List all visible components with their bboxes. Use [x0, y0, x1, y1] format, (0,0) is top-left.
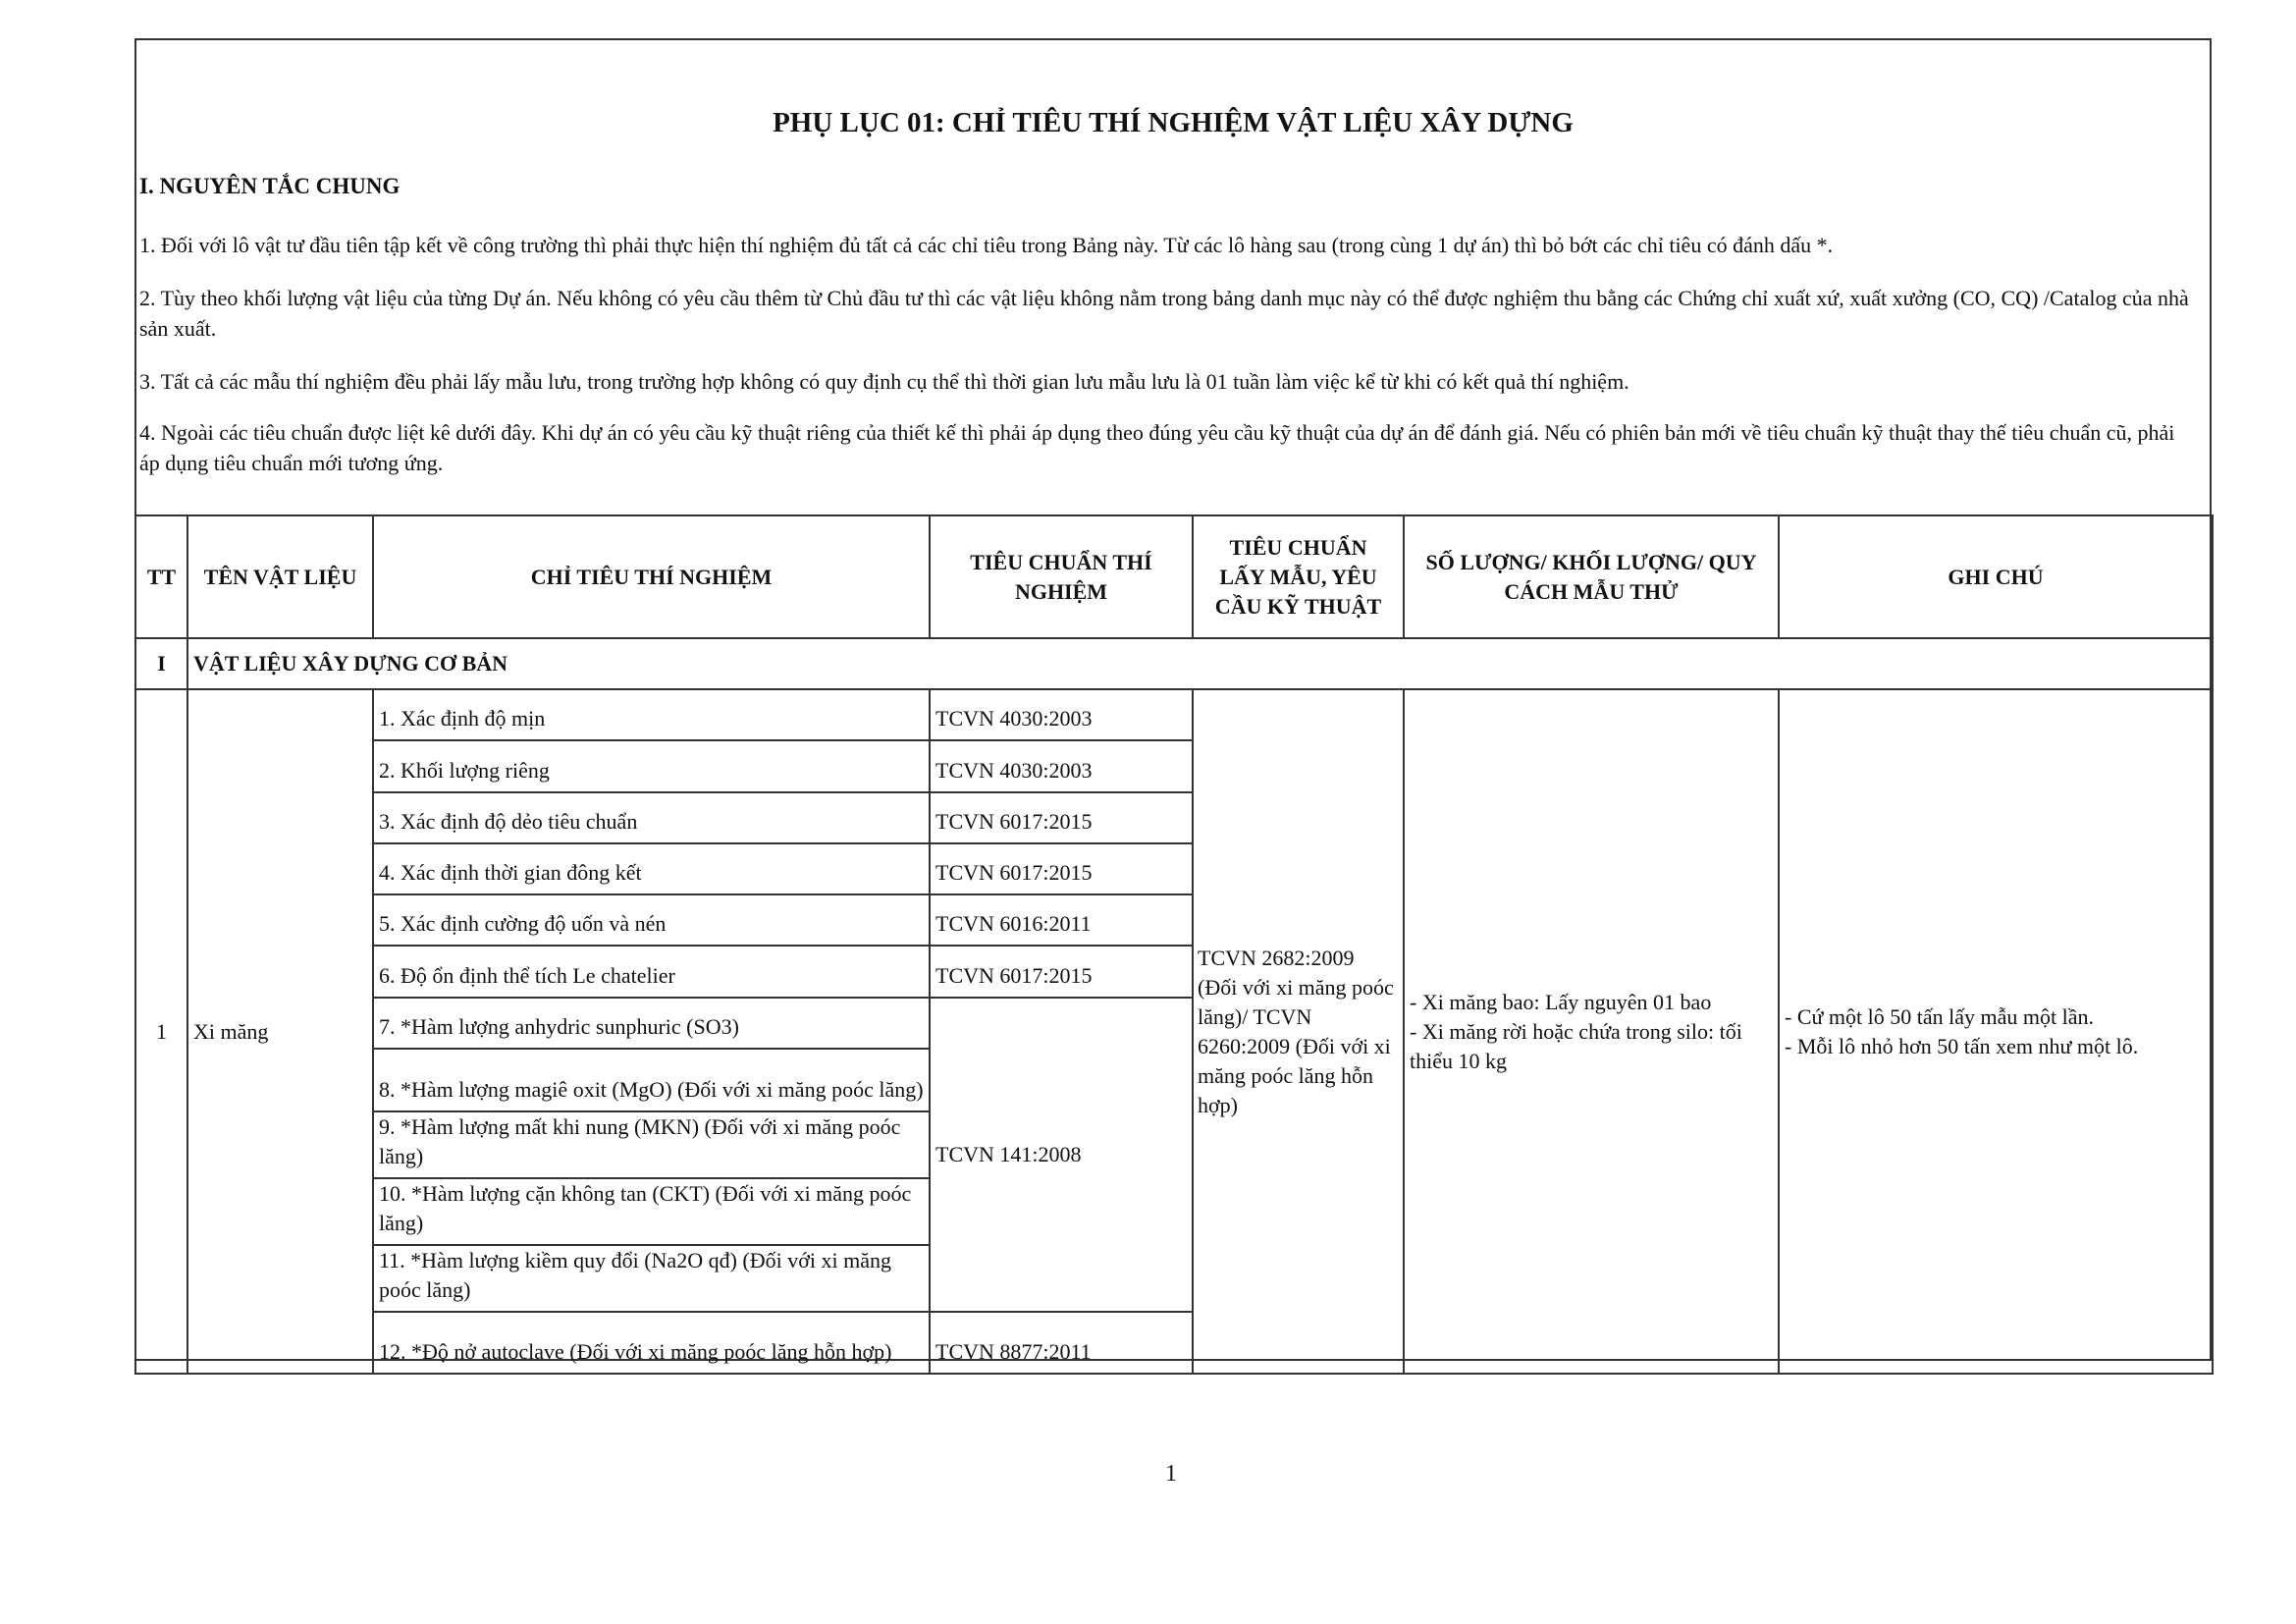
quantity-line: - Xi măng bao: Lấy nguyên 01 bao	[1410, 989, 1712, 1014]
criteria-cell: 6. Độ ổn định thể tích Le chatelier	[373, 946, 930, 998]
criteria-cell: 5. Xác định cường độ uốn và nén	[373, 894, 930, 946]
test-standard-cell: TCVN 6017:2015	[930, 843, 1193, 894]
quantity-line: - Xi măng rời hoặc chứa trong silo: tối thiểu 10 kg	[1410, 1018, 1742, 1073]
section-row	[135, 638, 2213, 689]
test-standard-cell: TCVN 8877:2011	[930, 1312, 1193, 1374]
sampling-standard-cell: TCVN 2682:2009 (Đối với xi măng poóc lăng)/ TCVN 6260:2009 (Đối với xi măng poóc lăng hỗn hợp)	[1193, 689, 1404, 1374]
test-standard-cell: TCVN 6016:2011	[930, 894, 1193, 946]
material-name: Xi măng	[187, 689, 373, 1374]
principle-3: 3. Tất cả các mẫu thí nghiệm đều phải lấy mẫu lưu, trong trường hợp không có quy định cụ thể thì thời gian lưu mẫu lưu là 01 tuần làm việc kể từ khi có kết quả thí nghiệm.	[139, 369, 1629, 394]
note-line: - Cứ một lô 50 tấn lấy mẫu một lần.	[1785, 1003, 2094, 1029]
materials-test-table	[134, 514, 2214, 1375]
note-line: - Mỗi lô nhỏ hơn 50 tấn xem như một lô.	[1785, 1033, 2139, 1058]
criteria-cell: 11. *Hàm lượng kiềm quy đổi (Na2O qđ) (Đối với xi măng poóc lăng)	[373, 1245, 930, 1312]
criteria-cell: 1. Xác định độ mịn	[373, 689, 930, 740]
criteria-cell: 12. *Độ nở autoclave (Đối với xi măng poóc lăng hỗn hợp)	[373, 1312, 930, 1374]
notes-cell	[1779, 689, 2213, 1374]
header-test-criteria: CHỈ TIÊU THÍ NGHIỆM	[373, 515, 930, 638]
principle-1: 1. Đối với lô vật tư đầu tiên tập kết về công trường thì phải thực hiện thí nghiệm đủ tất cả các chỉ tiêu trong Bảng này. Từ các lô hàng sau (trong cùng 1 dự án) thì bỏ bớt các chỉ tiêu có đánh dấu *.	[139, 233, 1834, 257]
test-standard-cell: TCVN 6017:2015	[930, 792, 1193, 843]
criteria-cell: 10. *Hàm lượng cặn không tan (CKT) (Đối với xi măng poóc lăng)	[373, 1178, 930, 1245]
table-row	[135, 689, 2213, 740]
material-number: 1	[135, 689, 187, 1374]
document-title: PHỤ LỤC 01: CHỈ TIÊU THÍ NGHIỆM VẬT LIỆU XÂY DỰNG	[773, 107, 1574, 138]
table-header-row	[135, 515, 2213, 638]
test-standard-cell: TCVN 4030:2003	[930, 689, 1193, 740]
test-standard-cell: TCVN 4030:2003	[930, 740, 1193, 792]
section-heading-general-principles: I. NGUYÊN TẮC CHUNG	[139, 174, 400, 198]
header-test-standard: TIÊU CHUẨN THÍ NGHIỆM	[930, 515, 1193, 638]
header-sampling-standard: TIÊU CHUẨN LẤY MẪU, YÊU CẦU KỸ THUẬT	[1193, 515, 1404, 638]
header-tt: TT	[135, 515, 187, 638]
criteria-cell: 2. Khối lượng riêng	[373, 740, 930, 792]
section-label: VẬT LIỆU XÂY DỰNG CƠ BẢN	[187, 638, 2213, 689]
test-standard-cell: TCVN 141:2008	[930, 998, 1193, 1312]
criteria-cell: 7. *Hàm lượng anhydric sunphuric (SO3)	[373, 998, 930, 1049]
header-sample-quantity: SỐ LƯỢNG/ KHỐI LƯỢNG/ QUY CÁCH MẪU THỬ	[1404, 515, 1779, 638]
header-notes: GHI CHÚ	[1779, 515, 2213, 638]
principle-4: 4. Ngoài các tiêu chuẩn được liệt kê dưới đây. Khi dự án có yêu cầu kỹ thuật riêng của thiết kế thì phải áp dụng theo đúng yêu cầu kỹ thuật của dự án để đánh giá. Nếu có phiên bản mới về tiêu chuẩn kỹ thuật thay thế tiêu chuẩn cũ, phải áp dụng tiêu chuẩn mới tương ứng.	[139, 420, 2175, 475]
criteria-cell: 9. *Hàm lượng mất khi nung (MKN) (Đối với xi măng poóc lăng)	[373, 1111, 930, 1178]
criteria-cell: 8. *Hàm lượng magiê oxit (MgO) (Đối với xi măng poóc lăng)	[373, 1049, 930, 1111]
page-number: 1	[1165, 1461, 1177, 1487]
criteria-cell: 3. Xác định độ dẻo tiêu chuẩn	[373, 792, 930, 843]
criteria-cell: 4. Xác định thời gian đông kết	[373, 843, 930, 894]
test-standard-cell: TCVN 6017:2015	[930, 946, 1193, 998]
principle-2: 2. Tùy theo khối lượng vật liệu của từng Dự án. Nếu không có yêu cầu thêm từ Chủ đầu tư thì các vật liệu không nằm trong bảng danh mục này có thể được nghiệm thu bằng các Chứng chỉ xuất xứ, xuất xưởng (CO, CQ) /Catalog của nhà sản xuất.	[139, 286, 2189, 341]
header-material-name: TÊN VẬT LIỆU	[187, 515, 373, 638]
section-number: I	[135, 638, 187, 689]
sample-quantity-cell	[1404, 689, 1779, 1374]
